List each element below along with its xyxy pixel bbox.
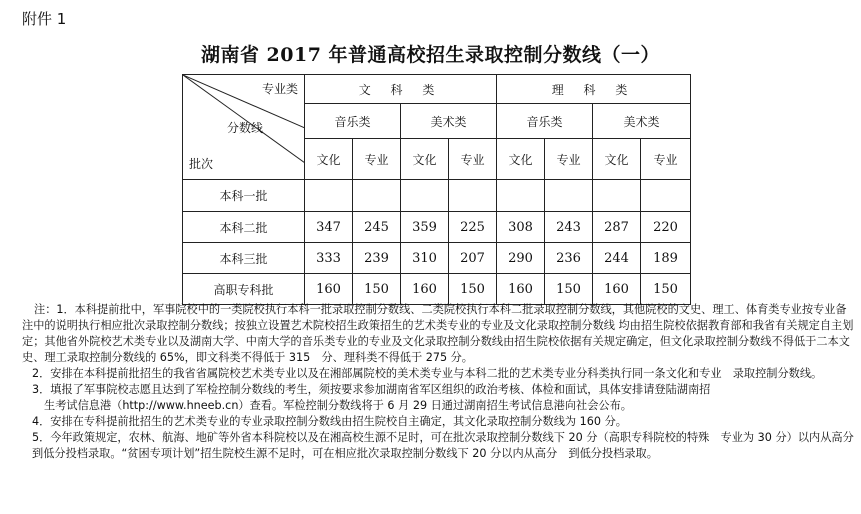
subgroup-header: 音乐类 (497, 104, 593, 139)
notes-section (22, 302, 857, 462)
column-header: 文化 (593, 139, 641, 180)
score-cell: 225 (449, 212, 497, 243)
note-4: 4．安排在专科提前批招生的艺术类专业的专业录取控制分数线由招生院校自主确定，其文化录取控制分数线为 160 分。 (32, 415, 627, 428)
score-cell: 310 (401, 243, 449, 274)
column-header: 文化 (497, 139, 545, 180)
score-cell: 207 (449, 243, 497, 274)
corner-major-label: 专业类 (261, 82, 298, 96)
score-cell (593, 180, 641, 212)
subgroup-header: 音乐类 (305, 104, 401, 139)
subgroup-header: 美术类 (401, 104, 497, 139)
score-cell: 220 (641, 212, 691, 243)
table-row (183, 212, 691, 243)
score-cell: 239 (353, 243, 401, 274)
score-cell: 160 (401, 274, 449, 305)
note-3-continued: 生考试信息港（http://www.hneeb.cn）查看。军检控制分数线将于 6 月 29 日通过湖南招生考试信息港向社会公布。 (44, 399, 632, 412)
batch-label: 本科二批 (183, 212, 305, 243)
score-cell: 160 (305, 274, 353, 305)
batch-label: 高职专科批 (183, 274, 305, 305)
corner-score-label: 分数线 (227, 121, 264, 135)
score-cell (449, 180, 497, 212)
score-cell: 150 (353, 274, 401, 305)
column-header: 专业 (353, 139, 401, 180)
score-cell: 236 (545, 243, 593, 274)
note-1: 注：1．本科提前批中，军事院校中的一类院校执行本科一批录取控制分数线、二类院校执行本科二批录取控制分数线，其他院校的文史、理工、体育类专业按专业备注中的说明执行相应批次录取控制分数线；按独立设置艺术院校招生政策招生的艺术类专业的专业及文化录取控制分数线 均由招生院校依据教育部和我省有关规定自主划定；其他省外院校艺术类专业以及湖南大学、中南大学的音乐类专业的专业及文化录取控制分数线由招生院校依据有关规定确定，但文化录取控制分数线不得低于二本文史、理工录取控制分数线的 65%，即文科类不得低于 315 分、理科类不得低于 275 分。 (22, 303, 854, 364)
score-cell: 160 (497, 274, 545, 305)
score-cell (545, 180, 593, 212)
subgroup-header: 美术类 (593, 104, 691, 139)
score-cell: 243 (545, 212, 593, 243)
column-header: 专业 (449, 139, 497, 180)
score-cell (497, 180, 545, 212)
note-3: 3．填报了军事院校志愿且达到了军检控制分数线的考生，须按要求参加湖南省军区组织的政治考核、体检和面试，具体安排请登陆湖南招 (32, 383, 711, 396)
column-header: 专业 (545, 139, 593, 180)
score-cell: 160 (593, 274, 641, 305)
table-corner-header (183, 75, 305, 180)
score-cell: 290 (497, 243, 545, 274)
table-row (183, 274, 691, 305)
score-cell: 333 (305, 243, 353, 274)
group-header-science: 理 科 类 (497, 75, 691, 104)
batch-label: 本科三批 (183, 243, 305, 274)
score-cell: 359 (401, 212, 449, 243)
score-cell (353, 180, 401, 212)
score-cell: 189 (641, 243, 691, 274)
score-cell (305, 180, 353, 212)
note-5: 5．今年政策规定，农林、航海、地矿等外省本科院校以及在湘高校生源不足时，可在批次录取控制分数线下 20 分（高职专科院校的特殊 专业为 30 分）以内从高分到低分投档录取。“贫困专项计划”招生院校生源不足时，可在相应批次录取控制分数线下 20 分以内从高分 到低分投档录取。 (32, 431, 854, 460)
table-row (183, 243, 691, 274)
score-cell (641, 180, 691, 212)
corner-batch-label: 批次 (189, 157, 214, 171)
column-header: 文化 (401, 139, 449, 180)
score-cell: 150 (449, 274, 497, 305)
table-row (183, 180, 691, 212)
attachment-label: 附件 1 (22, 10, 67, 28)
score-cell (401, 180, 449, 212)
group-header-liberal-arts: 文 科 类 (305, 75, 497, 104)
score-cell: 244 (593, 243, 641, 274)
column-header: 专业 (641, 139, 691, 180)
score-cell: 150 (641, 274, 691, 305)
column-header: 文化 (305, 139, 353, 180)
score-cell: 245 (353, 212, 401, 243)
score-cell: 347 (305, 212, 353, 243)
score-table (182, 74, 691, 305)
batch-label: 本科一批 (183, 180, 305, 212)
score-cell: 308 (497, 212, 545, 243)
page-title: 湖南省 2017 年普通高校招生录取控制分数线（一） (200, 44, 661, 66)
note-2: 2．安排在本科提前批招生的我省省属院校艺术类专业以及在湘部属院校的美术类专业与本科二批的艺术类专业分科类执行同一条文化和专业 录取控制分数线。 (32, 367, 823, 380)
score-cell: 150 (545, 274, 593, 305)
score-cell: 287 (593, 212, 641, 243)
